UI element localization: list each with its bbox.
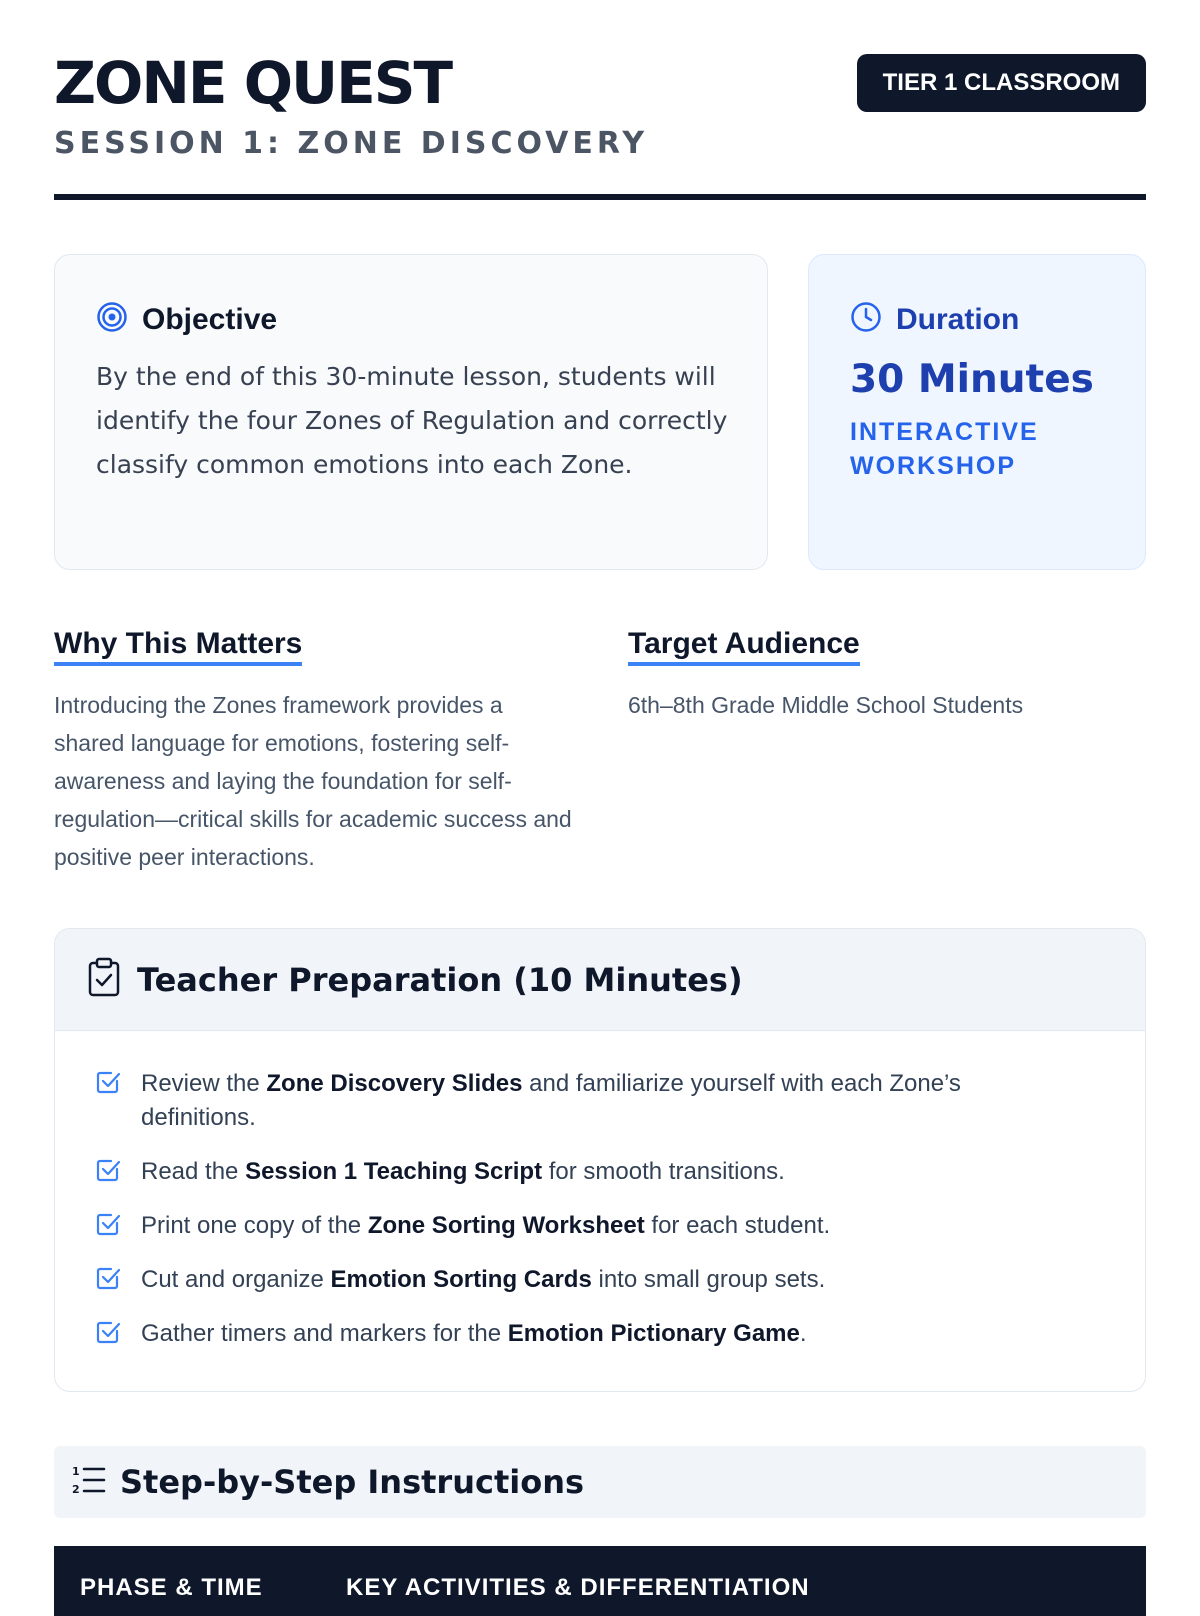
prep-checklist [55, 1031, 1145, 1351]
prep-item-text: Read the Session 1 Teaching Script for smooth transitions. [141, 1158, 785, 1185]
clock-icon [850, 301, 896, 338]
objective-heading [96, 301, 277, 338]
steps-section-header [54, 1446, 1146, 1518]
prep-item [95, 1067, 1105, 1135]
audience-text: 6th–8th Grade Middle School Students [628, 692, 1024, 718]
header-divider [54, 194, 1146, 200]
duration-label: Duration [896, 302, 1020, 336]
prep-item [95, 1155, 1105, 1189]
duration-value: 30 Minutes [850, 357, 1094, 402]
lesson-plan-page [54, 0, 1146, 1601]
svg-text:1: 1 [72, 1464, 80, 1478]
prep-item [95, 1209, 1105, 1243]
prep-item-text: Print one copy of the Zone Sorting Worksheet for each student. [141, 1212, 831, 1239]
column-header-phase: PHASE & TIME [80, 1574, 263, 1601]
steps-table-header [54, 1546, 1146, 1616]
checkbox-checked-icon [95, 1067, 141, 1100]
page-title: ZONE QUEST [54, 49, 452, 117]
header [54, 0, 1146, 200]
prep-title: Teacher Preparation (10 Minutes) [137, 960, 743, 999]
objective-label: Objective [142, 302, 278, 336]
checkbox-checked-icon [95, 1155, 141, 1188]
context-section [54, 626, 1146, 886]
why-text: Introducing the Zones framework provides a shared language for emotions, fostering self-awareness and laying the foundation for self-regulation—critical skills for academic success and positive peer interactions. [54, 692, 572, 870]
prep-item-text: Gather timers and markers for the Emotion Pictionary Game. [141, 1320, 807, 1347]
svg-text:2: 2 [72, 1482, 80, 1496]
duration-format: INTERACTIVE WORKSHOP [850, 418, 1039, 480]
checkbox-checked-icon [95, 1317, 141, 1350]
why-heading: Why This Matters [54, 626, 302, 666]
tier-badge: TIER 1 CLASSROOM [857, 54, 1146, 112]
prep-item-text: Review the Zone Discovery Slides and familiarize yourself with each Zone’s definitions. [141, 1070, 961, 1131]
objective-card [54, 254, 768, 570]
prep-item-text: Cut and organize Emotion Sorting Cards into small group sets. [141, 1266, 826, 1293]
target-icon [96, 301, 142, 338]
duration-card [808, 254, 1146, 570]
objective-text: By the end of this 30-minute lesson, students will identify the four Zones of Regulation and correctly classify common emotions into each Zone. [96, 362, 728, 479]
clipboard-check-icon [87, 957, 137, 1002]
duration-heading [850, 301, 1019, 338]
teacher-preparation-panel [54, 928, 1146, 1392]
target-audience [628, 626, 1146, 724]
checkbox-checked-icon [95, 1263, 141, 1296]
checkbox-checked-icon [95, 1209, 141, 1242]
prep-item [95, 1317, 1105, 1351]
prep-header [55, 929, 1145, 1031]
summary-cards [54, 254, 1146, 570]
session-subtitle: SESSION 1: ZONE DISCOVERY [54, 126, 649, 161]
audience-heading: Target Audience [628, 626, 860, 666]
numbered-list-icon [70, 1463, 120, 1502]
why-this-matters [54, 626, 574, 876]
column-header-activities: KEY ACTIVITIES & DIFFERENTIATION [346, 1574, 810, 1601]
steps-title: Step-by-Step Instructions [120, 1463, 585, 1501]
prep-item [95, 1263, 1105, 1297]
